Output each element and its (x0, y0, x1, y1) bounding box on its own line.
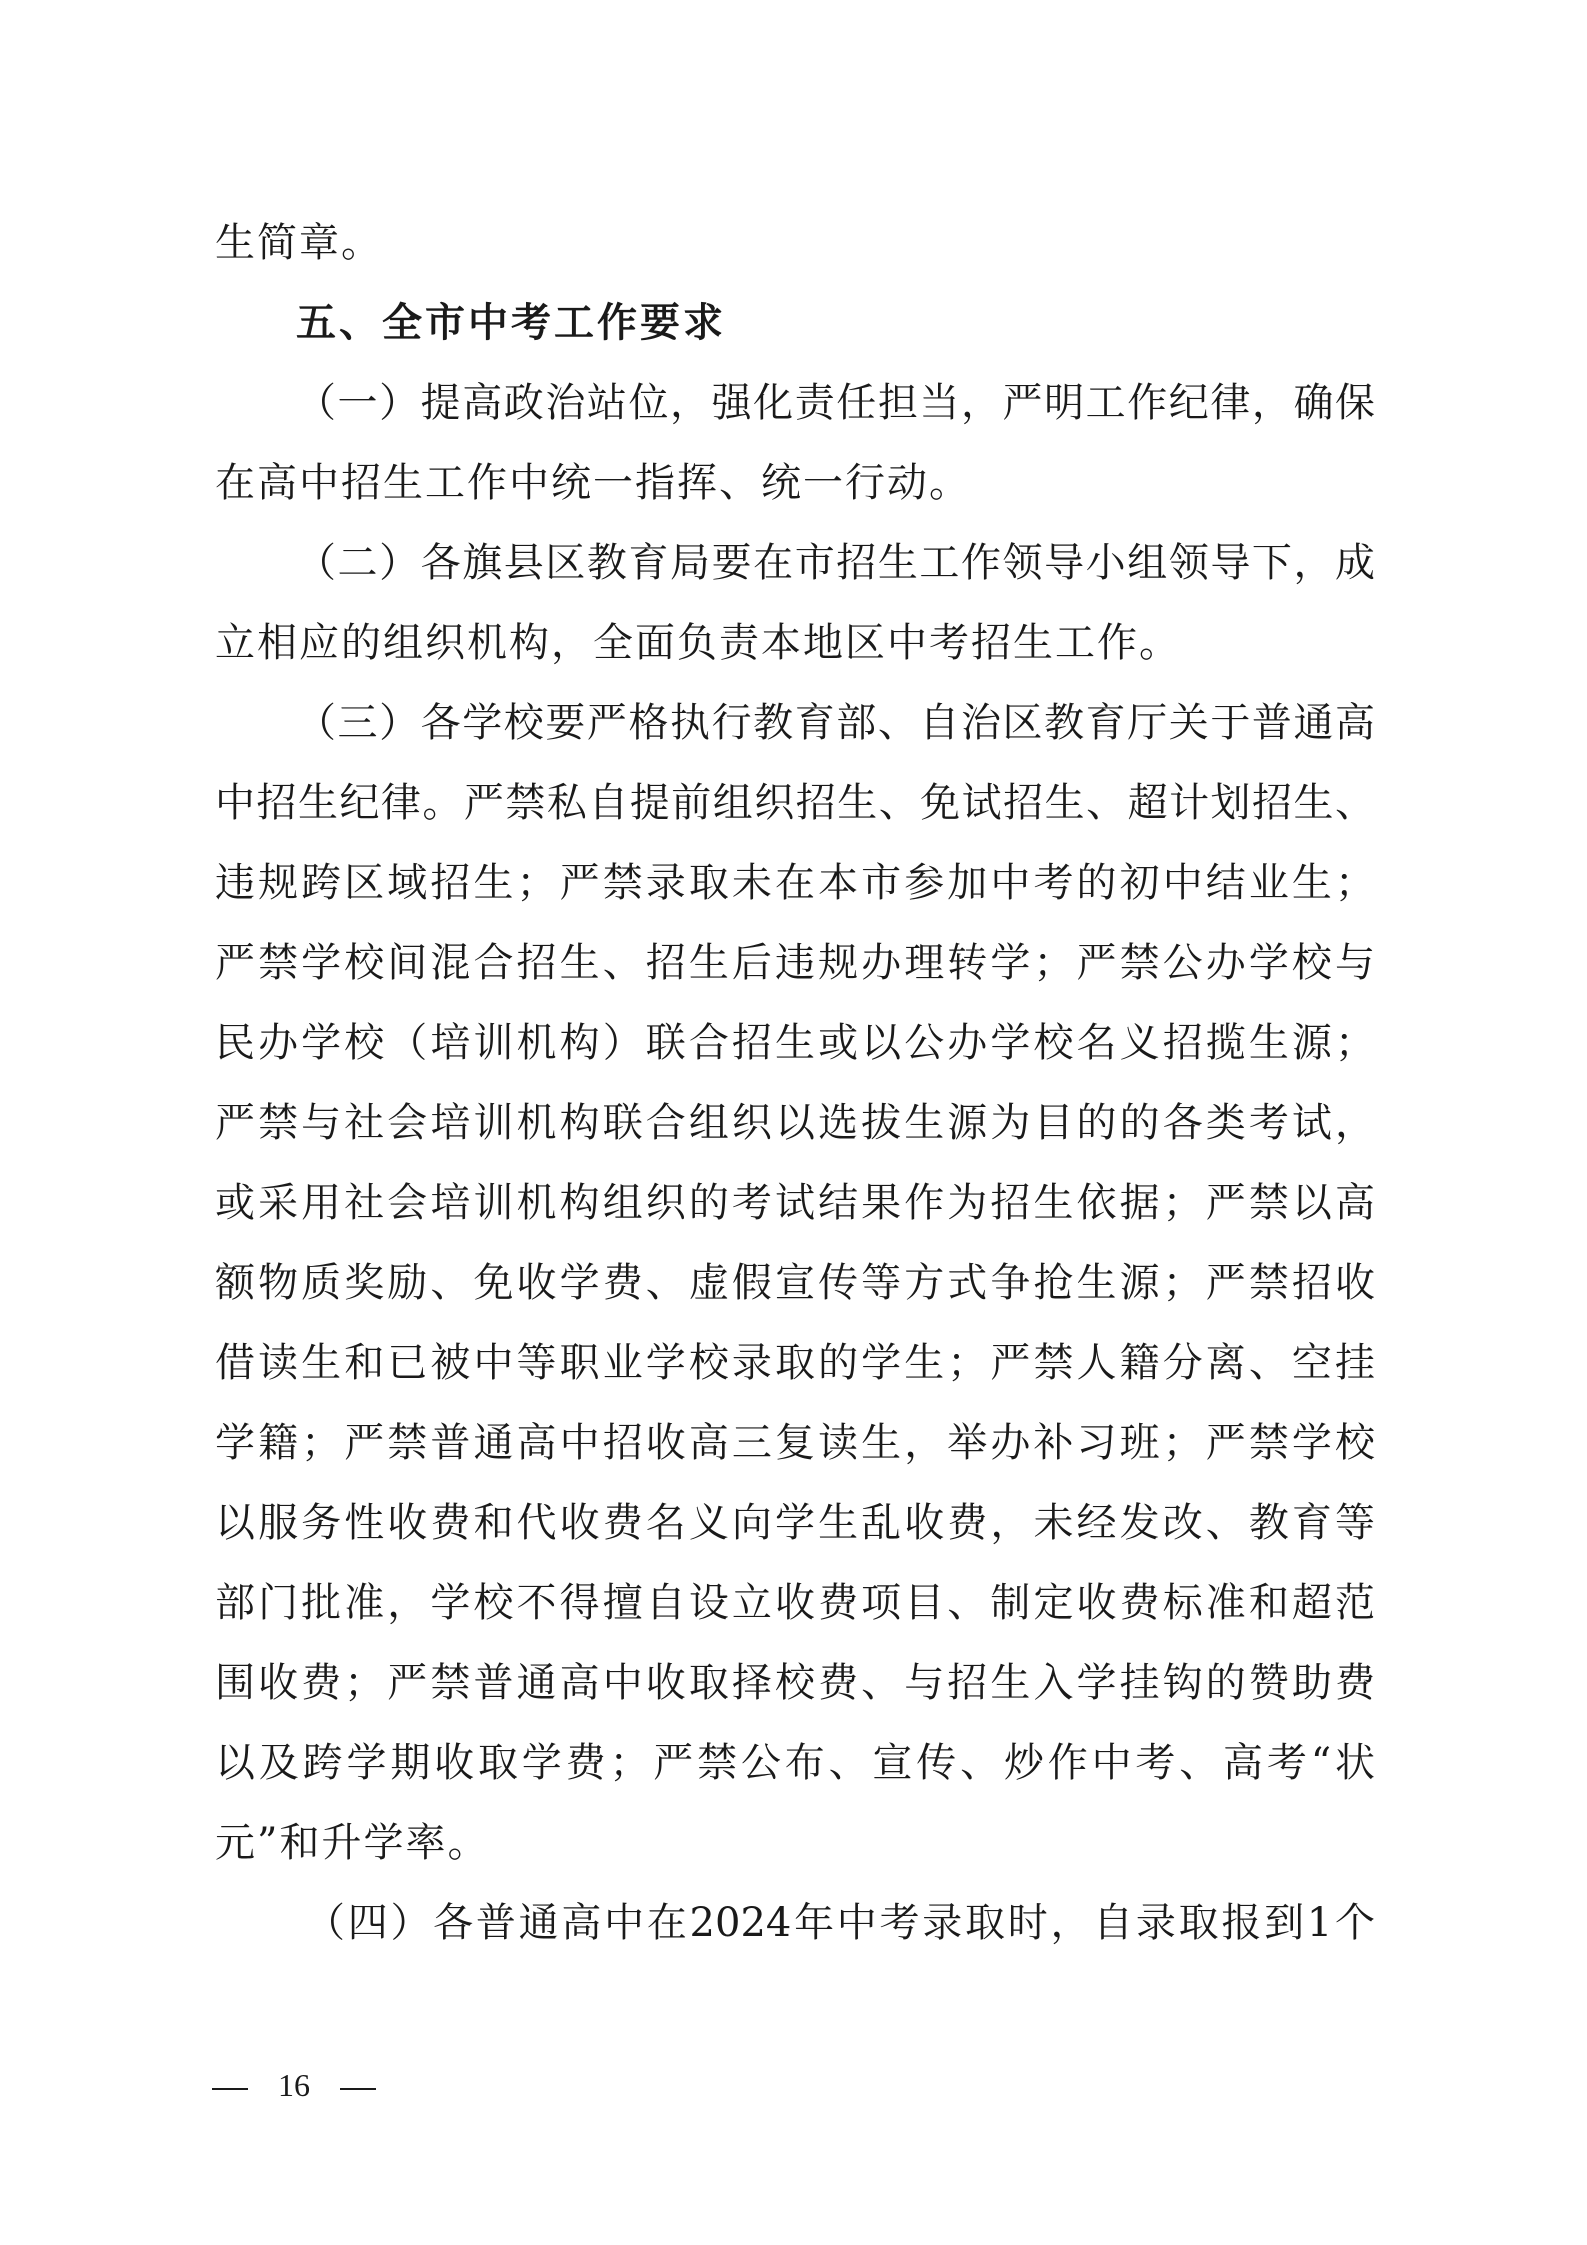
footer-left-dash (212, 2088, 248, 2090)
paragraph-3-line-2: 中招生纪律。严禁私自提前组织招生、免试招生、超计划招生、 (215, 780, 1375, 826)
paragraph-3-line-7: 或采用社会培训机构组织的考试结果作为招生依据；严禁以高 (215, 1180, 1375, 1226)
paragraph-3-line-11: 以服务性收费和代收费名义向学生乱收费，未经发改、教育等 (215, 1500, 1375, 1546)
paragraph-3-line-8: 额物质奖励、免收学费、虚假宣传等方式争抢生源；严禁招收 (215, 1260, 1375, 1306)
paragraph-1-line-2: 在高中招生工作中统一指挥、统一行动。 (215, 460, 971, 506)
paragraph-4-line-1: （四）各普通高中在2024年中考录取时，自录取报到1个 (305, 1900, 1375, 1946)
paragraph-3-line-10: 学籍；严禁普通高中招收高三复读生，举办补习班；严禁学校 (215, 1420, 1375, 1466)
paragraph-3-line-5: 民办学校（培训机构）联合招生或以公办学校名义招揽生源； (215, 1020, 1375, 1066)
paragraph-3-line-13: 围收费；严禁普通高中收取择校费、与招生入学挂钩的赞助费 (215, 1660, 1375, 1706)
paragraph-3-line-1: （三）各学校要严格执行教育部、自治区教育厅关于普通高 (296, 700, 1375, 746)
paragraph-3-line-12: 部门批准，学校不得擅自设立收费项目、制定收费标准和超范 (215, 1580, 1375, 1626)
paragraph-3-line-3: 违规跨区域招生；严禁录取未在本市参加中考的初中结业生； (215, 860, 1375, 906)
paragraph-3-line-4: 严禁学校间混合招生、招生后违规办理转学；严禁公办学校与 (215, 940, 1375, 986)
footer-right-dash (340, 2088, 376, 2090)
paragraph-2-line-2: 立相应的组织机构，全面负责本地区中考招生工作。 (215, 620, 1181, 666)
paragraph-3-line-14: 以及跨学期收取学费；严禁公布、宣传、炒作中考、高考“状 (215, 1740, 1375, 1786)
text-line: 生简章。 (215, 220, 383, 266)
page-footer (212, 2065, 376, 2105)
section-heading: 五、全市中考工作要求 (296, 300, 726, 346)
paragraph-3-line-9: 借读生和已被中等职业学校录取的学生；严禁人籍分离、空挂 (215, 1340, 1375, 1386)
paragraph-3-line-6: 严禁与社会培训机构联合组织以选拔生源为目的的各类考试， (215, 1100, 1375, 1146)
paragraph-1-line-1: （一）提高政治站位，强化责任担当，严明工作纪律，确保 (296, 380, 1375, 426)
paragraph-3-line-15: 元”和升学率。 (215, 1820, 490, 1866)
page-number: 16 (278, 2067, 310, 2103)
paragraph-2-line-1: （二）各旗县区教育局要在市招生工作领导小组领导下，成 (296, 540, 1375, 586)
